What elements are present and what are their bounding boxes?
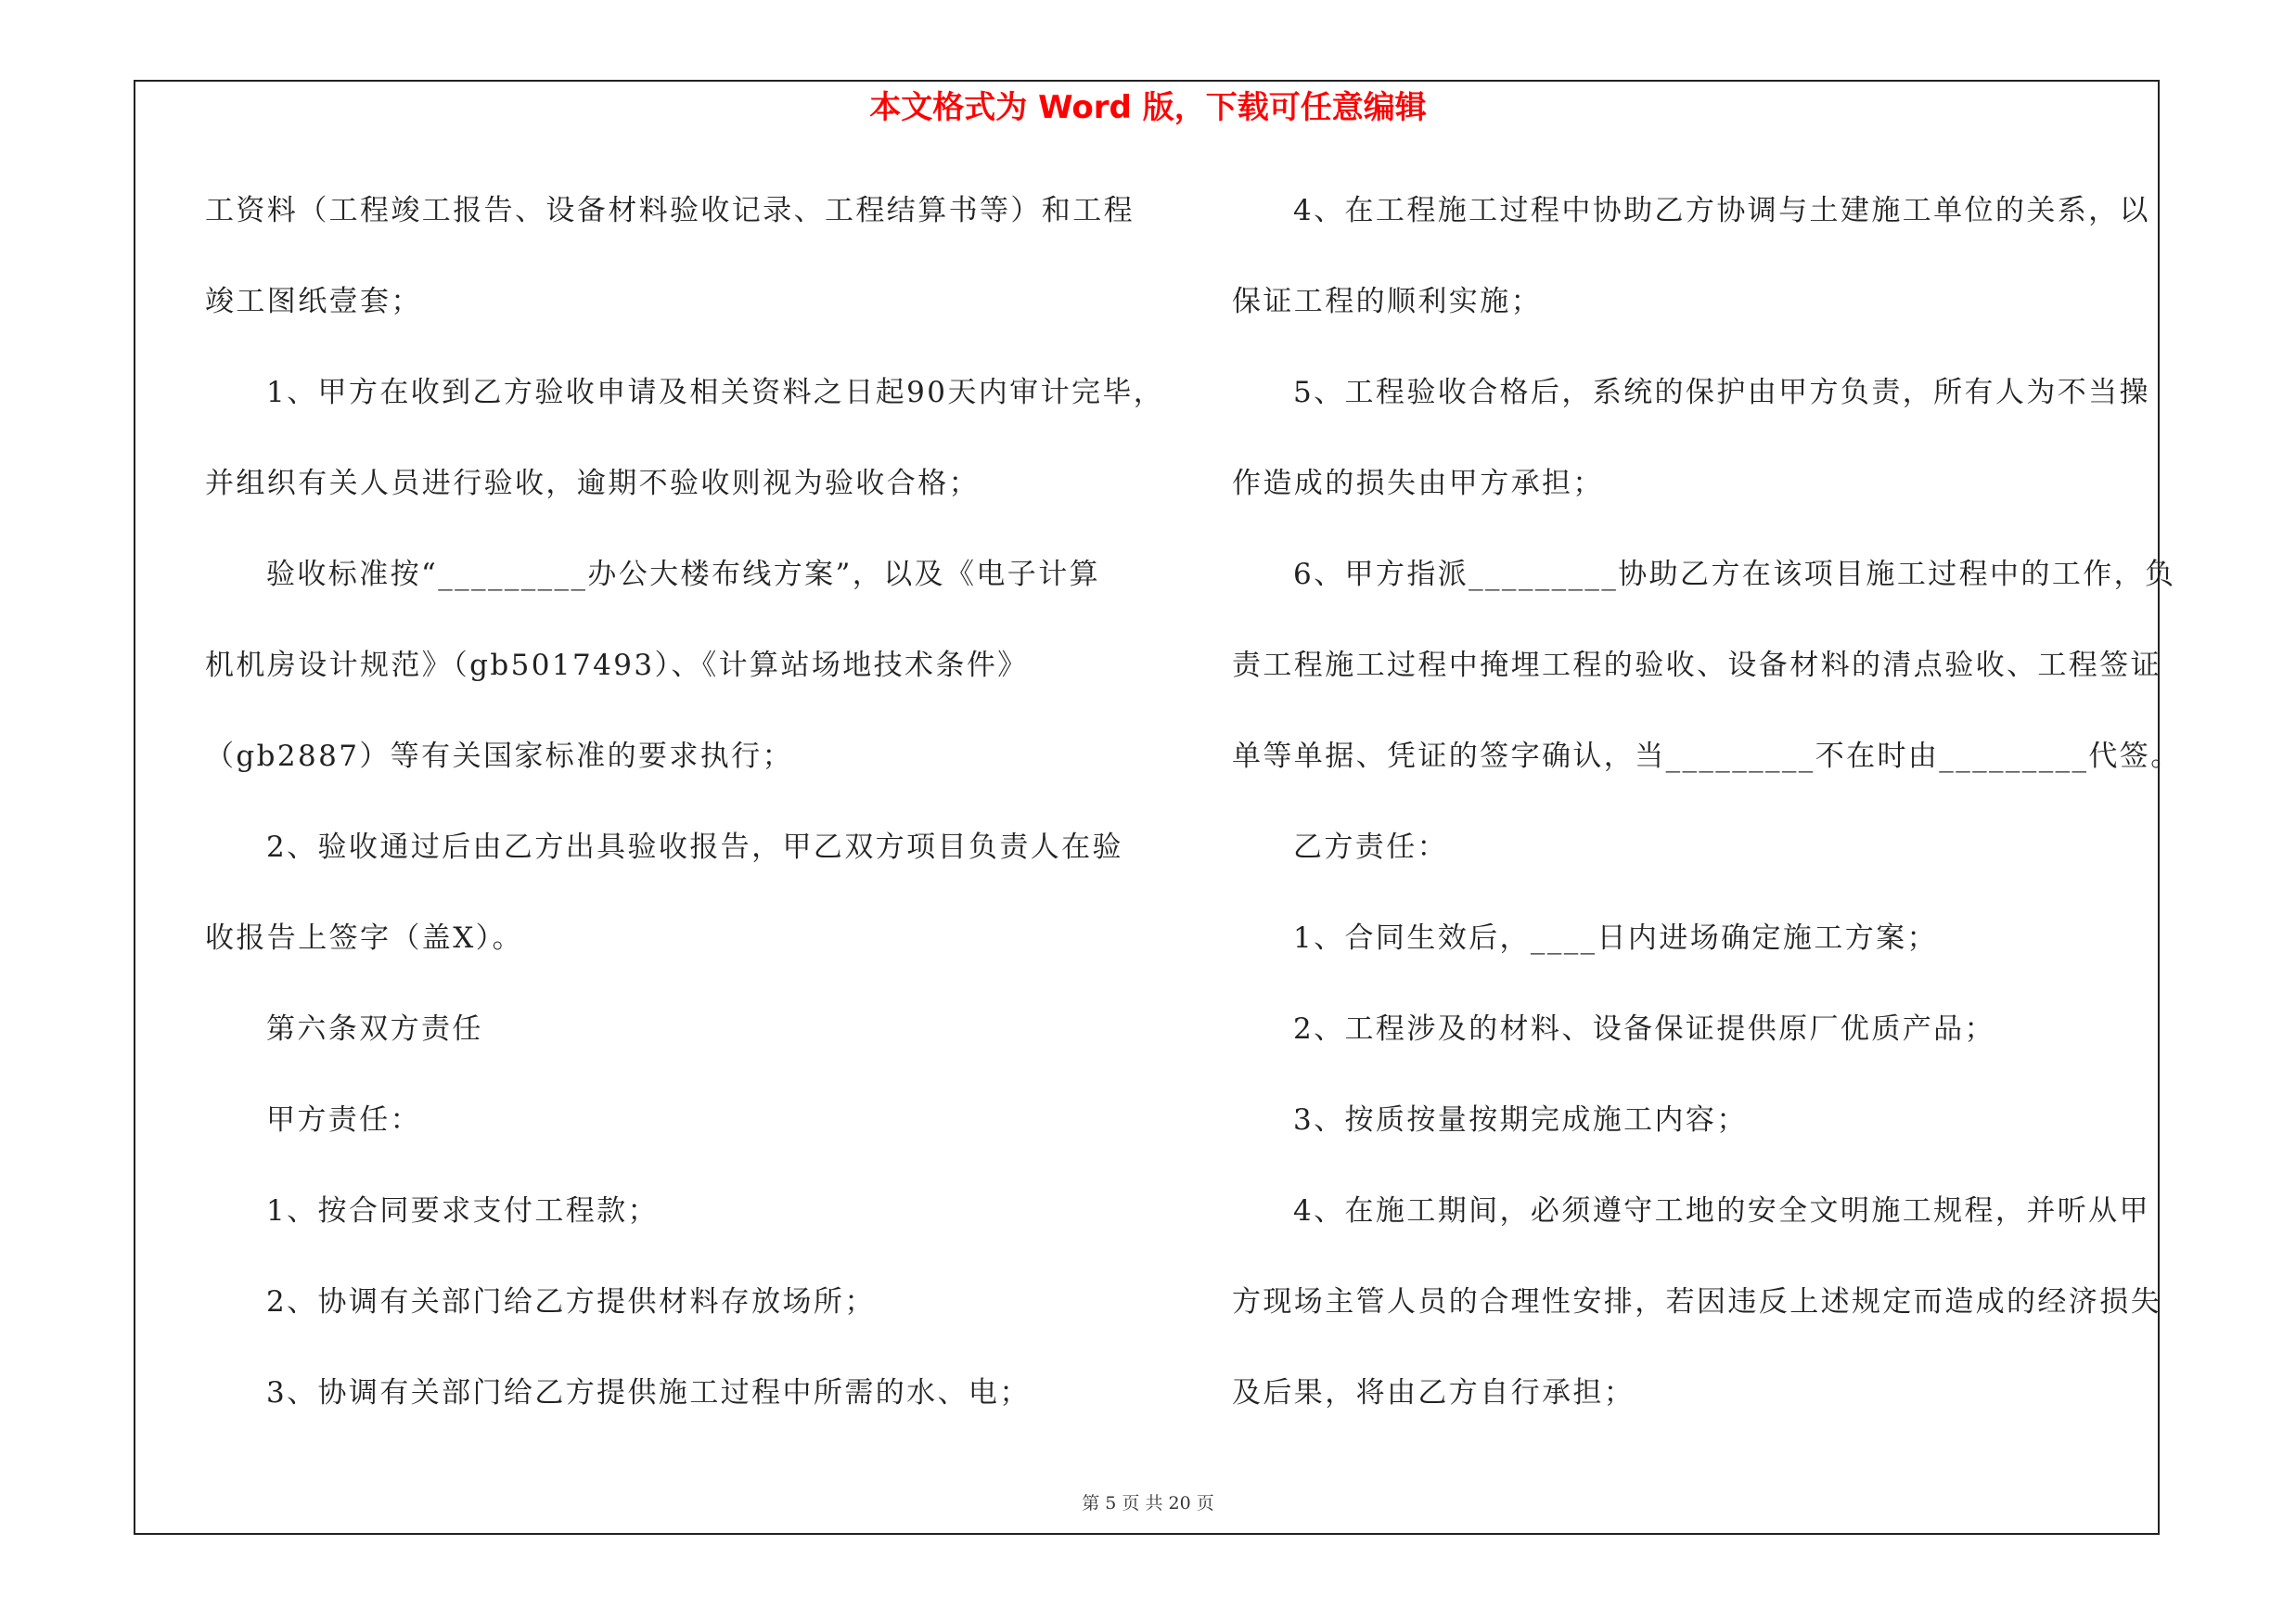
paragraph-line: 5、工程验收合格后，系统的保护由甲方负责，所有人为不当操 — [1293, 376, 2150, 409]
word-format-banner: 本文格式为 Word 版，下载可任意编辑 — [869, 89, 1427, 126]
paragraph-line: 工资料（工程竣工报告、设备材料验收记录、工程结算书等）和工程 — [205, 194, 1135, 227]
paragraph-line: 单等单据、凭证的签字确认，当_________不在时由_________代签。 — [1232, 740, 2182, 773]
paragraph-line: 机机房设计规范》（gb5017493）、《计算站场地技术条件》 — [205, 649, 1029, 682]
paragraph-line: 2、协调有关部门给乙方提供材料存放场所； — [266, 1285, 876, 1319]
paragraph-line: 3、协调有关部门给乙方提供施工过程中所需的水、电； — [266, 1376, 1031, 1410]
paragraph-line: 4、在工程施工过程中协助乙方协调与土建施工单位的关系，以 — [1293, 194, 2150, 227]
left-text-column — [205, 182, 1170, 1455]
paragraph-line: 4、在施工期间，必须遵守工地的安全文明施工规程，并听从甲 — [1293, 1194, 2150, 1228]
right-text-column — [1232, 182, 2182, 1455]
paragraph-line: 1、按合同要求支付工程款； — [266, 1194, 659, 1228]
paragraph-line: 1、合同生效后，____日内进场确定施工方案； — [1293, 921, 1938, 955]
section-heading: 第六条双方责任 — [266, 1012, 483, 1046]
paragraph-line: （gb2887）等有关国家标准的要求执行； — [205, 740, 793, 773]
paragraph-line: 竣工图纸壹套； — [205, 285, 422, 318]
paragraph-line: 责工程施工过程中掩埋工程的验收、设备材料的清点验收、工程签证 — [1232, 649, 2161, 682]
paragraph-line: 保证工程的顺利实施； — [1232, 285, 1542, 318]
paragraph-line: 3、按质按量按期完成施工内容； — [1293, 1103, 1748, 1137]
paragraph-line: 及后果，将由乙方自行承担； — [1232, 1376, 1635, 1410]
paragraph-line: 验收标准按“_________办公大楼布线方案”，以及《电子计算 — [266, 558, 1100, 591]
paragraph-line: 方现场主管人员的合理性安排，若因违反上述规定而造成的经济损失 — [1232, 1285, 2161, 1319]
page-number-footer: 第 5 页 共 20 页 — [1082, 1493, 1214, 1514]
paragraph-line: 6、甲方指派_________协助乙方在该项目施工过程中的工作，负 — [1293, 558, 2176, 591]
paragraph-line: 作造成的损失由甲方承担； — [1232, 467, 1604, 500]
paragraph-line: 2、工程涉及的材料、设备保证提供原厂优质产品； — [1293, 1012, 1995, 1046]
paragraph-line: 收报告上签字（盖X）。 — [205, 921, 523, 955]
subsection-heading: 乙方责任： — [1293, 831, 1448, 864]
paragraph-line: 2、验收通过后由乙方出具验收报告，甲乙双方项目负责人在验 — [266, 831, 1123, 864]
subsection-heading: 甲方责任： — [266, 1103, 421, 1137]
paragraph-line: 1、甲方在收到乙方验收申请及相关资料之日起90天内审计完毕， — [266, 376, 1165, 409]
paragraph-line: 并组织有关人员进行验收，逾期不验收则视为验收合格； — [205, 467, 980, 500]
